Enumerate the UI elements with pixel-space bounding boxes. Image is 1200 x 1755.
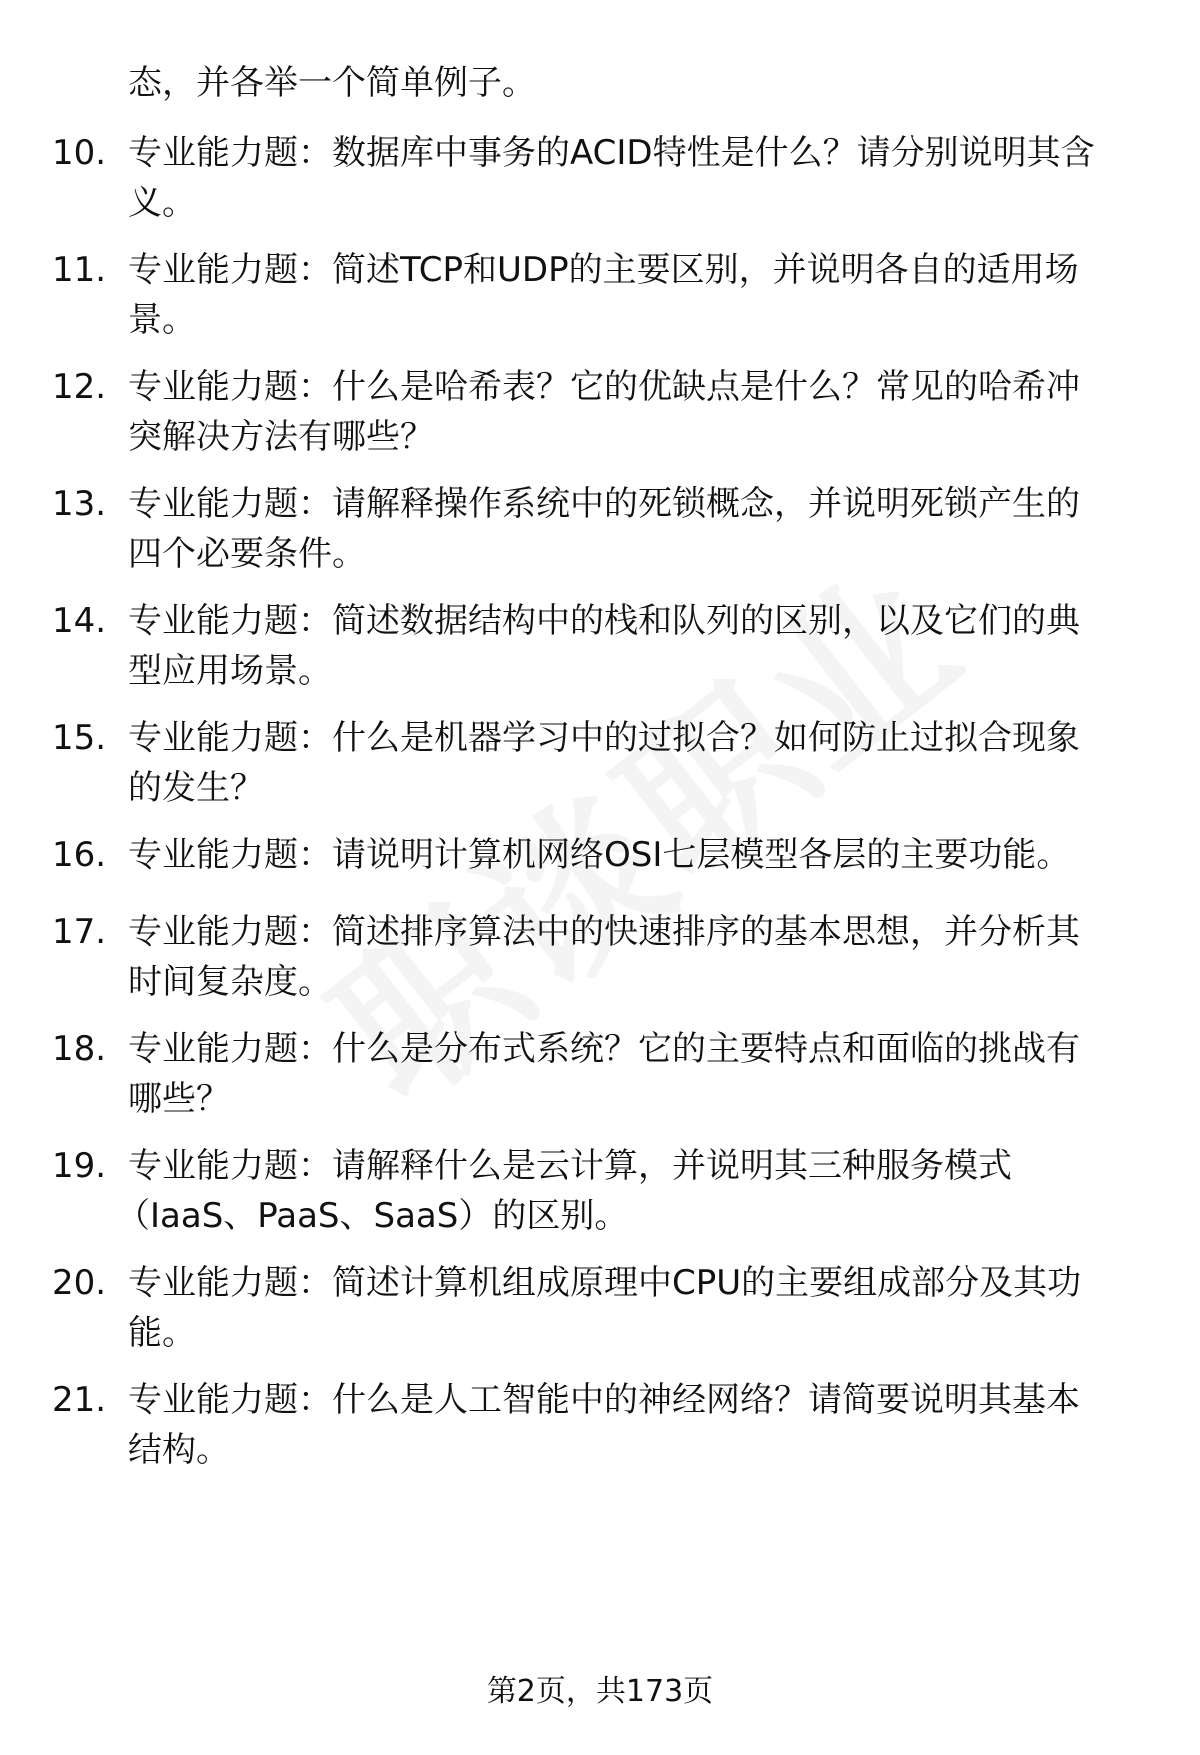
question-text — [128, 128, 1138, 228]
question-line: 专业能力题：请说明计算机网络OSI七层模型各层的主要功能。 — [128, 835, 1071, 875]
question-number: 15. — [52, 718, 107, 758]
question-line: 专业能力题：什么是机器学习中的过拟合？如何防止过拟合现象 — [128, 718, 1080, 758]
question-text — [128, 479, 1138, 579]
question-item — [52, 830, 1172, 880]
question-number: 13. — [52, 484, 107, 524]
question-line: 专业能力题：简述数据结构中的栈和队列的区别，以及它们的典 — [128, 601, 1080, 641]
question-item — [52, 713, 1172, 813]
question-number: 12. — [52, 367, 107, 407]
question-line: 突解决方法有哪些？ — [128, 417, 434, 457]
question-item — [52, 479, 1172, 579]
question-line: 四个必要条件。 — [128, 534, 366, 574]
question-line: 专业能力题：简述TCP和UDP的主要区别，并说明各自的适用场 — [128, 250, 1079, 290]
question-line: 义。 — [128, 183, 196, 223]
question-line: 哪些？ — [128, 1079, 230, 1119]
question-number: 17. — [52, 912, 107, 952]
question-line: 专业能力题：什么是分布式系统？它的主要特点和面临的挑战有 — [128, 1029, 1080, 1069]
question-line: 型应用场景。 — [128, 651, 332, 691]
question-item — [52, 1141, 1172, 1241]
question-number: 18. — [52, 1029, 107, 1069]
question-line: 能。 — [128, 1313, 196, 1353]
question-text — [128, 1258, 1138, 1358]
question-number: 19. — [52, 1146, 107, 1186]
question-line: 时间复杂度。 — [128, 962, 332, 1002]
question-text — [128, 362, 1138, 462]
question-line: 专业能力题：什么是人工智能中的神经网络？请简要说明其基本 — [128, 1380, 1080, 1420]
question-line: 景。 — [128, 300, 196, 340]
question-line: 专业能力题：请解释什么是云计算，并说明其三种服务模式 — [128, 1146, 1012, 1186]
page-footer: 第2页，共173页 — [486, 1674, 714, 1709]
question-number: 21. — [52, 1380, 107, 1420]
question-text — [128, 713, 1138, 813]
question-text — [116, 1141, 1138, 1241]
question-text — [128, 1024, 1138, 1124]
question-item — [52, 1024, 1172, 1124]
question-line: 专业能力题：数据库中事务的ACID特性是什么？请分别说明其含 — [128, 133, 1095, 173]
question-number: 11. — [52, 250, 107, 290]
question-line: 专业能力题：请解释操作系统中的死锁概念，并说明死锁产生的 — [128, 484, 1080, 524]
question-number: 16. — [52, 835, 107, 875]
question-number: 14. — [52, 601, 107, 641]
question-text — [128, 830, 1138, 880]
question-item — [52, 1258, 1172, 1358]
question-text — [128, 596, 1138, 696]
question-item — [52, 596, 1172, 696]
question-line: 的发生？ — [128, 768, 264, 808]
question-line: 专业能力题：简述计算机组成原理中CPU的主要组成部分及其功 — [128, 1263, 1082, 1303]
question-item — [52, 907, 1172, 1007]
question-line: 结构。 — [128, 1430, 230, 1470]
question-item — [52, 362, 1172, 462]
question-item — [52, 1375, 1172, 1475]
question-line: （IaaS、PaaS、SaaS）的区别。 — [116, 1196, 629, 1236]
question-text — [128, 1375, 1138, 1475]
question-text — [128, 245, 1138, 345]
question-text — [128, 907, 1138, 1007]
continuation-text: 态，并各举一个简单例子。 — [128, 63, 536, 103]
question-line: 专业能力题：简述排序算法中的快速排序的基本思想，并分析其 — [128, 912, 1080, 952]
question-item — [52, 128, 1172, 228]
question-line: 专业能力题：什么是哈希表？它的优缺点是什么？常见的哈希冲 — [128, 367, 1080, 407]
question-number: 10. — [52, 133, 107, 173]
question-item — [52, 245, 1172, 345]
question-number: 20. — [52, 1263, 107, 1303]
